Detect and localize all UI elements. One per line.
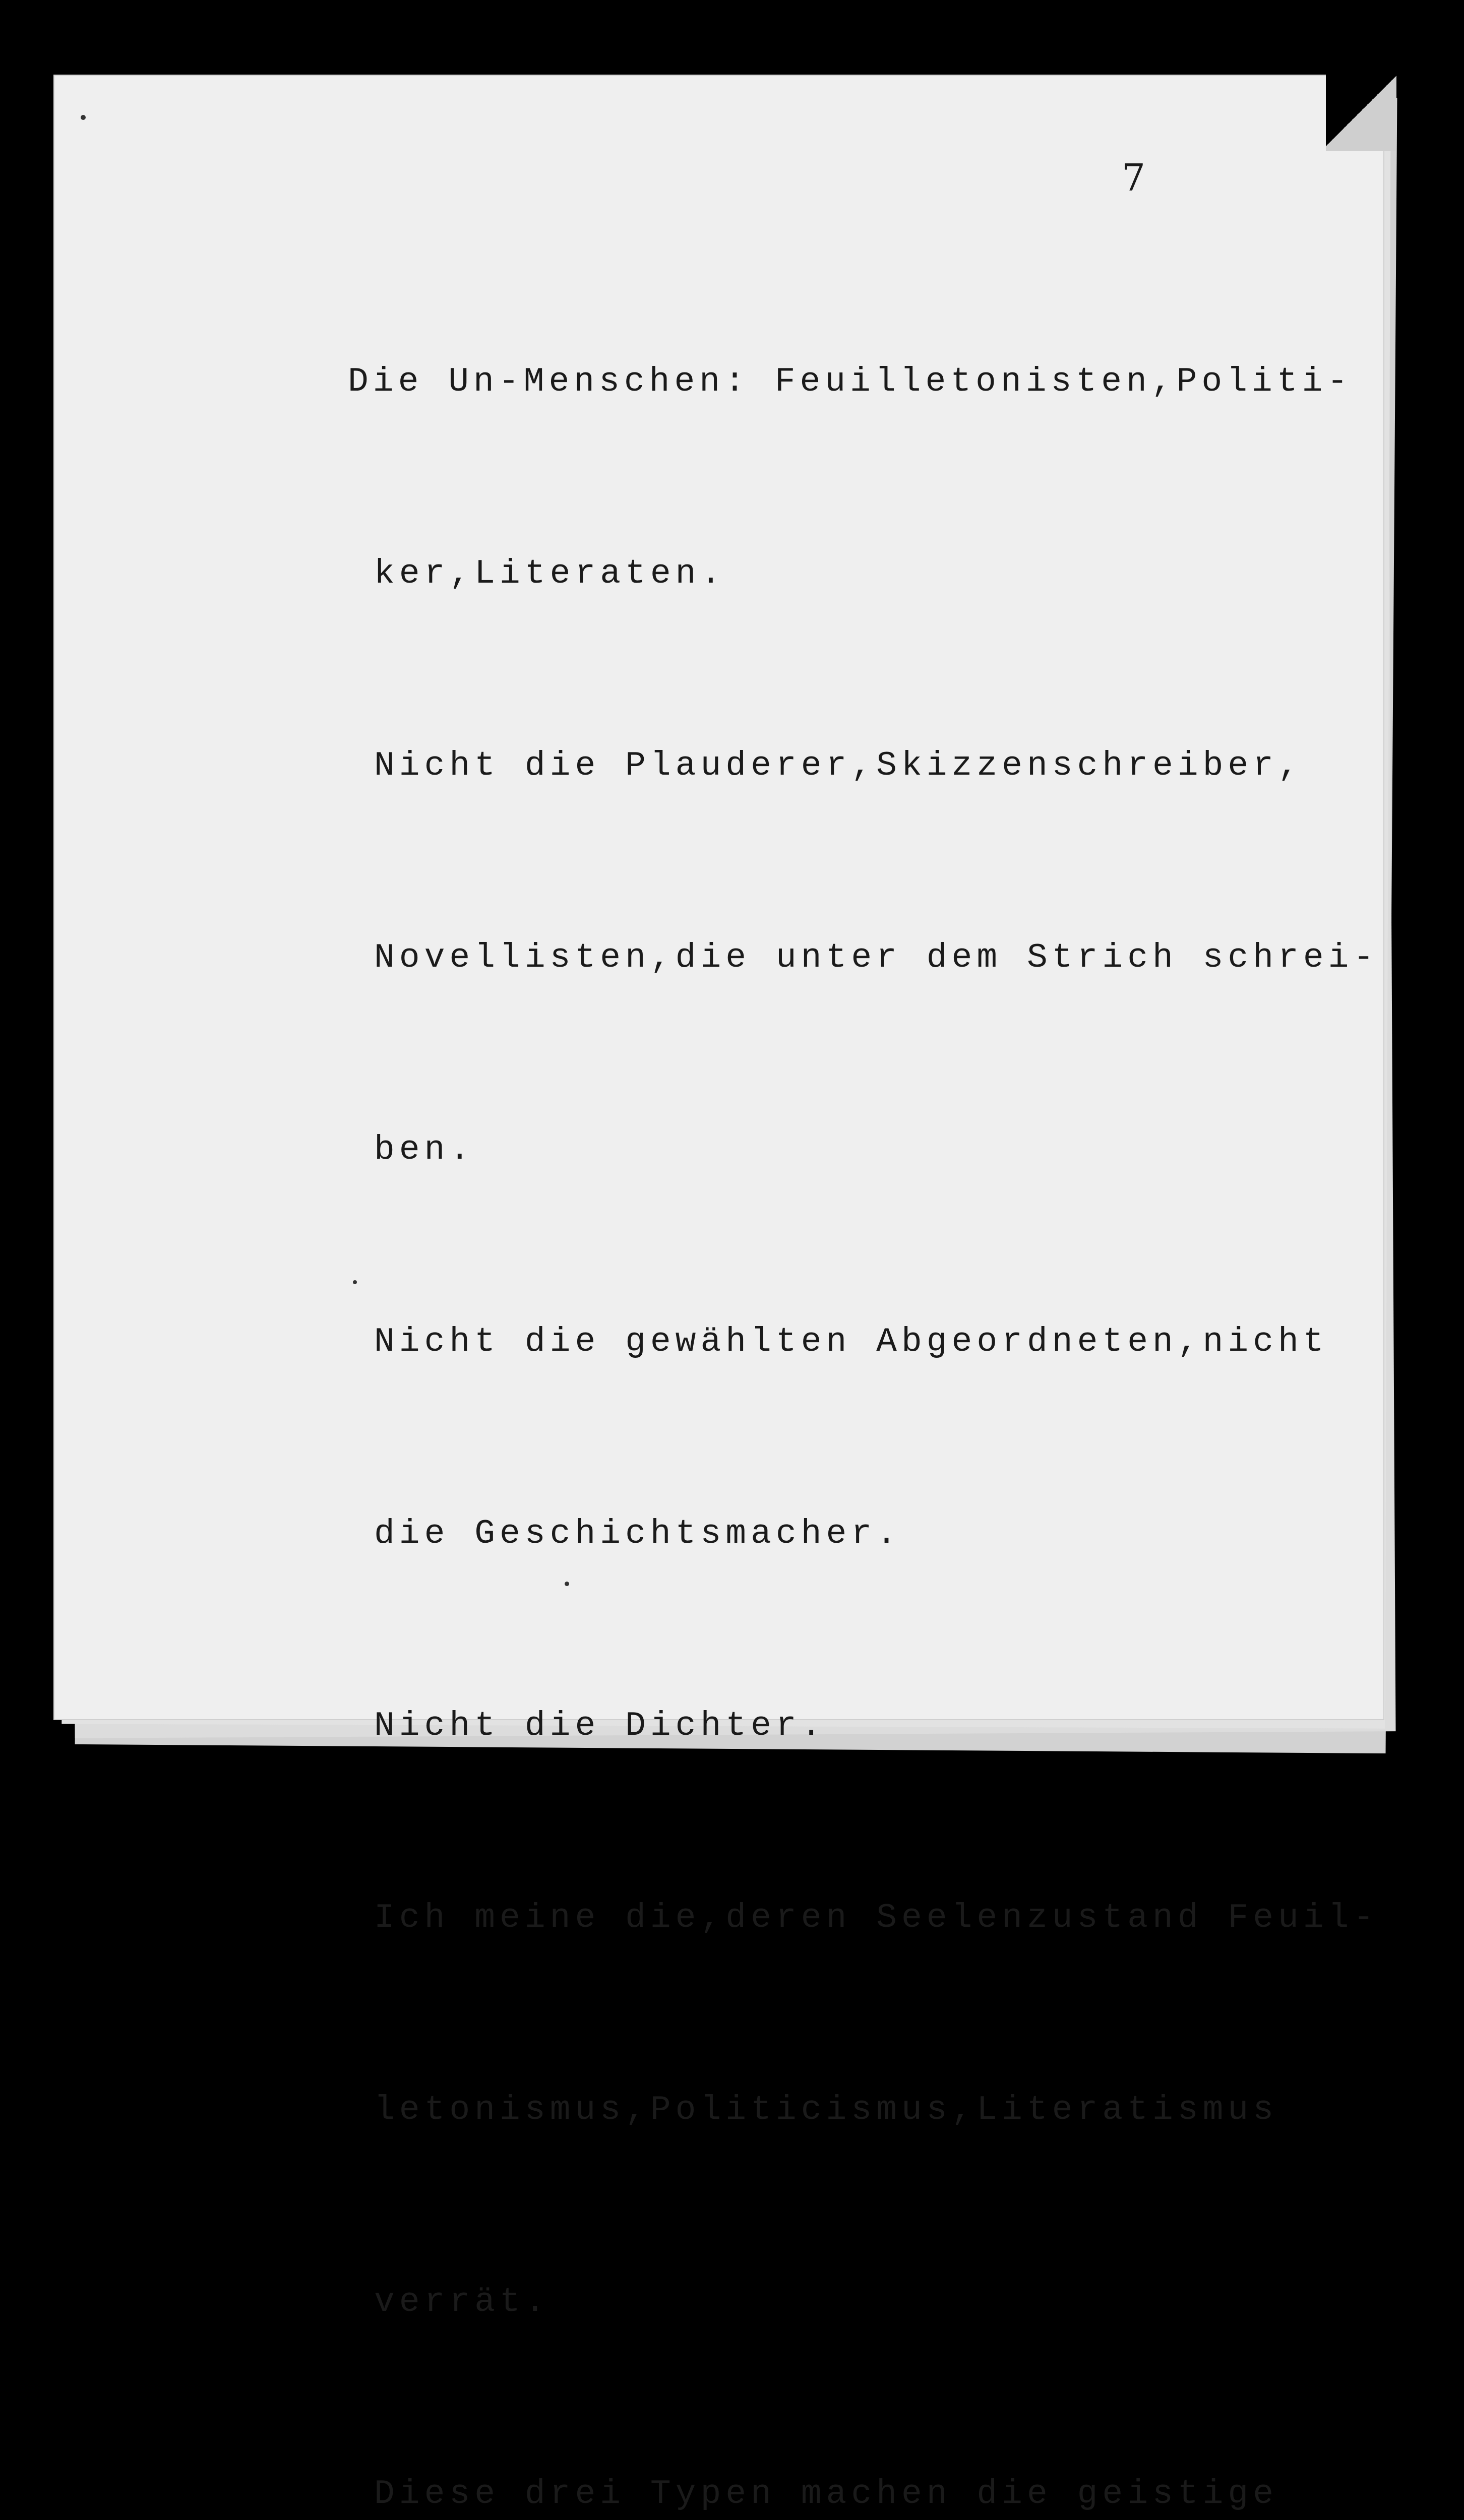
- text-line: Novellisten,die unter dem Strich schrei-: [374, 938, 1379, 977]
- typed-text: [348, 222, 1379, 2520]
- page-number: 7: [1122, 156, 1146, 200]
- text-line: Ich meine die,deren Seelenzustand Feuil-: [374, 1899, 1379, 1937]
- text-line: verrät.: [374, 2283, 550, 2321]
- text-line: Nicht die Dichter.: [374, 1707, 826, 1745]
- text-line: die Geschichtsmacher.: [374, 1515, 901, 1553]
- ink-speck: [81, 115, 86, 120]
- text-line: letonismus,Politicismus,Literatismus: [374, 2091, 1278, 2129]
- text-line: Nicht die gewählten Abgeordneten,nicht: [374, 1322, 1328, 1361]
- text-line: ben.: [374, 1130, 475, 1169]
- text-line: Nicht die Plauderer,Skizzenschreiber,: [374, 746, 1303, 785]
- folded-corner: [1326, 71, 1396, 151]
- text-line: Die Un-Menschen: Feuilletonisten,Politi-: [348, 362, 1353, 401]
- text-line: ker,Literaten.: [374, 554, 726, 593]
- text-line: Diese drei Typen machen die geistige: [374, 2475, 1278, 2513]
